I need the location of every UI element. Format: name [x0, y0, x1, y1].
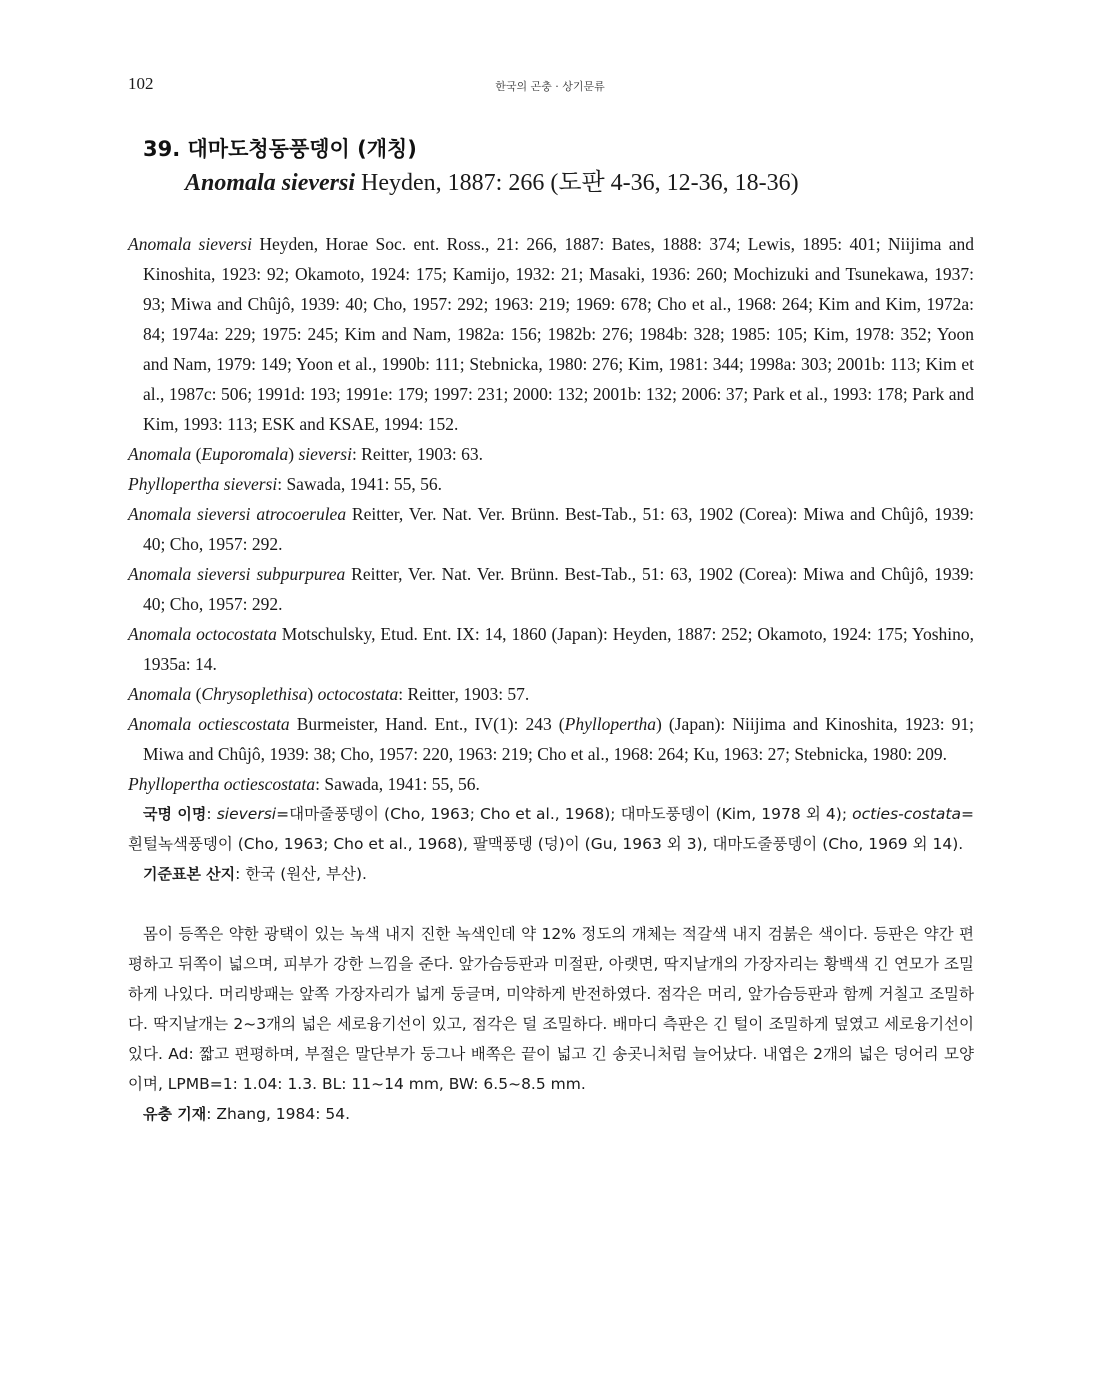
author-year: Heyden, 1887: 266 (도판 4-36, 12-36, 18-36) — [355, 170, 799, 196]
body-text — [128, 229, 974, 1129]
taxon-name: Phyllopertha sieversi — [128, 474, 278, 494]
citation: : Reitter, 1903: 57. — [398, 684, 530, 704]
synonymy-entry — [128, 499, 974, 559]
synonymy-entry — [128, 559, 974, 619]
taxon-name: Anomala sieversi atrocoerulea — [128, 504, 347, 524]
species-heading — [143, 132, 799, 200]
taxon-name: Anomala sieversi subpurpurea — [128, 564, 346, 584]
taxon-name: sieversi — [298, 444, 352, 464]
larva-label: 유충 기재 — [143, 1105, 207, 1123]
paren: ( — [191, 684, 202, 704]
colon: : — [206, 805, 217, 823]
synonymy-entry — [128, 469, 974, 499]
citation: Reitter, Ver. Nat. Ver. Brünn. Best-Tab., 51: 63, 1902 (Corea): Miwa and Chûjô, 1939: 40; Cho, 1957: 292. — [143, 504, 974, 554]
species-number-korean-name: 39. 대마도청동풍뎅이 (개칭) — [143, 137, 417, 161]
paren: ) — [288, 444, 299, 464]
citation: Heyden, Horae Soc. ent. Ross., 21: 266, 1887: Bates, 1888: 374; Lewis, 1895: 401; Niijima and Kinoshita, 1923: 92; Okamoto, 1924: 175; Kamijo, 1932: 21; Masaki, 1936: 260; Mochizuki and Tsunekawa, 1937: 93; Miwa and Chûjô, 1939: 40; Cho, 1957: 292; 1963: 219; 1969: 678; Cho et al., 1968: 264; Kim and Kim, 1972a: 84; 1974a: 229; 1975: 245; Kim and Nam, 1982a: 156; 1982b: 276; 1984b: 328; 1985: 105; Kim, 1978: 352; Yoon and Nam, 1979: 149; Yoon et al., 1990b: 111; Stebnicka, 1980: 276; Kim, 1981: 344; 1998a: 303; 2001b: 113; Kim et al., 1987c: 506; 1991d: 193; 1991e: 179; 1997: 231; 2000: 132; 2001b: 132; 2006: 37; Park et al., 1993: 178; Park and Kim, 1993: 113; ESK and KSAE, 1994: 152. — [143, 234, 974, 434]
scientific-name: Anomala sieversi — [185, 170, 356, 196]
citation: : Sawada, 1941: 55, 56. — [277, 474, 442, 494]
scientific-name-line — [185, 166, 799, 200]
citation: Motschulsky, Etud. Ent. IX: 14, 1860 (Japan): Heyden, 1887: 252; Okamoto, 1924: 175; Yoshino, 1935a: 14. — [143, 624, 974, 674]
page-number: 102 — [128, 74, 154, 93]
synonymy-entry — [128, 679, 974, 709]
synonymy-entry — [128, 229, 974, 439]
larva-text: : Zhang, 1984: 54. — [206, 1105, 351, 1123]
citation: Burmeister, Hand. Ent., IV(1): 243 ( — [289, 714, 565, 734]
korean-names-text: =대마줄풍뎅이 (Cho, 1963; Cho et al., 1968); 대마도풍뎅이 (Kim, 1978 외 4); — [276, 805, 853, 823]
taxon-name: Anomala — [128, 684, 192, 704]
taxon-name: Anomala octocostata — [128, 624, 277, 644]
synonymy-entry — [128, 619, 974, 679]
taxon-name: Anomala octiescostata — [128, 714, 290, 734]
citation: : Reitter, 1903: 63. — [351, 444, 483, 464]
citation: ) (Japan): Niijima and Kinoshita, 1923: 91; Miwa and Chûjô, 1939: 38; Cho, 1957: 220, 1963: 219; Cho et al., 1968: 264; Ku, 1963: 27; Stebnicka, 1980: 209. — [143, 714, 975, 764]
description-paragraph: 몸이 등쪽은 약한 광택이 있는 녹색 내지 진한 녹색인데 약 12% 정도의 개체는 적갈색 내지 검붉은 색이다. 등판은 약간 편평하고 뒤쪽이 넓으며, 피부가 강한 느낌을 준다. 앞가슴등판과 미절판, 아랫면, 딱지날개의 가장자리는 황백색 긴 연모가 조밀하게 나있다. 머리방패는 앞쪽 가장자리가 넓게 둥글며, 미약하게 반전하였다. 점각은 머리, 앞가슴등판과 함께 거칠고 조밀하다. 딱지날개는 2~3개의 넓은 세로융기선이 있고, 점각은 덜 조밀하다. 배마디 측판은 긴 털이 조밀하게 덮였고 세로융기선이 있다. Ad: 짧고 편평하며, 부절은 말단부가 둥그나 배쪽은 끝이 넓고 긴 송곳니처럼 늘어났다. 내엽은 2개의 넓은 덩어리 모양이며, LPMB=1: 1.04: 1.3. BL: 11~14 mm, BW: 6.5~8.5 mm. — [128, 925, 974, 1093]
type-locality-label: 기준표본 산지 — [143, 865, 236, 883]
type-locality-paragraph — [128, 859, 974, 889]
synonymy-entry — [128, 769, 974, 799]
larva-paragraph — [128, 1099, 974, 1129]
taxon-name: Anomala sieversi — [128, 234, 252, 254]
taxon-name: Phyllopertha octiescostata — [128, 774, 316, 794]
subgenus: Chrysoplethisa — [201, 684, 308, 704]
taxon-name: sieversi — [216, 805, 277, 823]
synonymy-entry — [128, 439, 974, 469]
korean-names-label: 국명 이명 — [143, 805, 207, 823]
korean-names-text: =흰털녹색풍뎅이 (Cho, 1963; Cho et al., 1968), 팔맥풍뎅 (덩)이 (Gu, 1963 외 3), 대마도줄풍뎅이 (Cho, 1969 외 14). — [128, 805, 974, 853]
paren: ( — [191, 444, 202, 464]
taxon-name: octocostata — [317, 684, 399, 704]
taxon-name: Phyllopertha — [564, 714, 657, 734]
citation: Reitter, Ver. Nat. Ver. Brünn. Best-Tab., 51: 63, 1902 (Corea): Miwa and Chûjô, 1939: 40; Cho, 1957: 292. — [143, 564, 974, 614]
subgenus: Euporomala — [201, 444, 289, 464]
taxon-name: Anomala — [128, 444, 192, 464]
spacer — [128, 889, 974, 919]
synonymy-entry — [128, 709, 974, 769]
running-header: 한국의 곤충 · 상기문류 — [495, 80, 605, 93]
taxon-name: octies-costata — [852, 805, 961, 823]
type-locality-text: : 한국 (원산, 부산). — [235, 865, 367, 883]
paren: ) — [307, 684, 318, 704]
korean-names-paragraph — [128, 799, 974, 859]
citation: : Sawada, 1941: 55, 56. — [315, 774, 480, 794]
